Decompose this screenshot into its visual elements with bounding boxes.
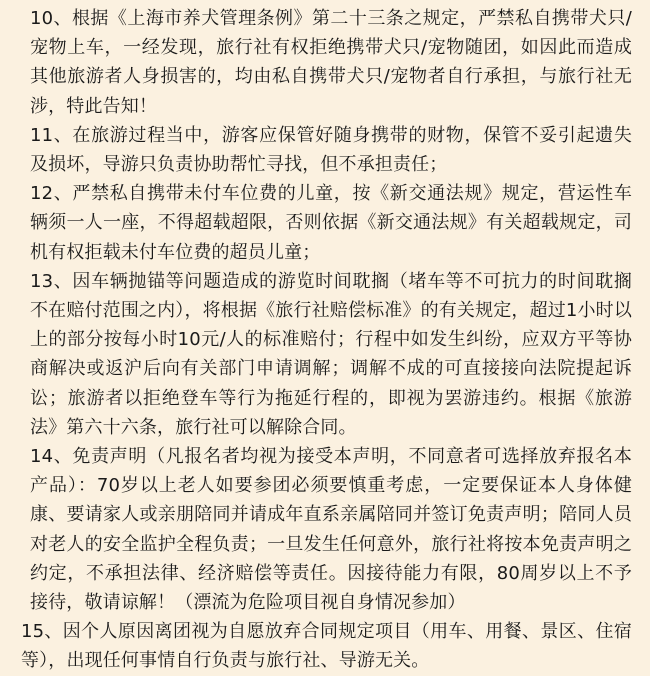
clause-14: 14、免责声明（凡报名者均视为接受本声明，不同意者可选择放弃报名本产品）：70岁以上老人如要参团必须要慎重考虑，一定要保证本人身体健康、要请家人或亲朋陪同并请成年直系亲属陪同并签订免责声明；陪同人员对老人的安全监护全程负责；一旦发生任何意外，旅行社将按本免责声明之约定，不承担法律、经济赔偿等责任。因接待能力有限，80周岁以上不予接待，敬请谅解！（漂流为危险项目视自身情况参加）	[30, 446, 632, 614]
clause-12: 12、严禁私自携带未付车位费的儿童，按《新交通法规》规定，营运性车辆须一人一座，不得超载超限，否则依据《新交通法规》有关超载规定，司机有权拒载未付车位费的超员儿童；	[30, 183, 632, 263]
clause-10: 10、根据《上海市养犬管理条例》第二十三条之规定，严禁私自携带犬只/宠物上车，一经发现，旅行社有权拒绝携带犬只/宠物随团，如因此而造成其他旅游者人身损害的，均由私自携带犬只/宠物者自行承担，与旅行社无涉，特此告知！	[30, 8, 632, 117]
clause-13: 13、因车辆抛锚等问题造成的游览时间耽搁（堵车等不可抗力的时间耽搁不在赔付范围之内），将根据《旅行社赔偿标准》的有关规定，超过1小时以上的部分按每小时10元/人的标准赔付；行程中如发生纠纷，应双方平等协商解决或返沪后向有关部门申请调解；调解不成的可直接接向法院提起诉讼；旅游者以拒绝登车等行为拖延行程的，即视为罢游违约。根据《旅游法》第六十六条，旅行社可以解除合同。	[30, 270, 632, 438]
clause-11: 11、在旅游过程当中，游客应保管好随身携带的财物，保管不妥引起遗失及损坏，导游只负责协助帮忙寻找，但不承担责任；	[30, 124, 632, 176]
clause-15: 15、因个人原因离团视为自愿放弃合同规定项目（用车、用餐、景区、住宿等），出现任何事情自行负责与旅行社、导游无关。	[21, 621, 632, 672]
